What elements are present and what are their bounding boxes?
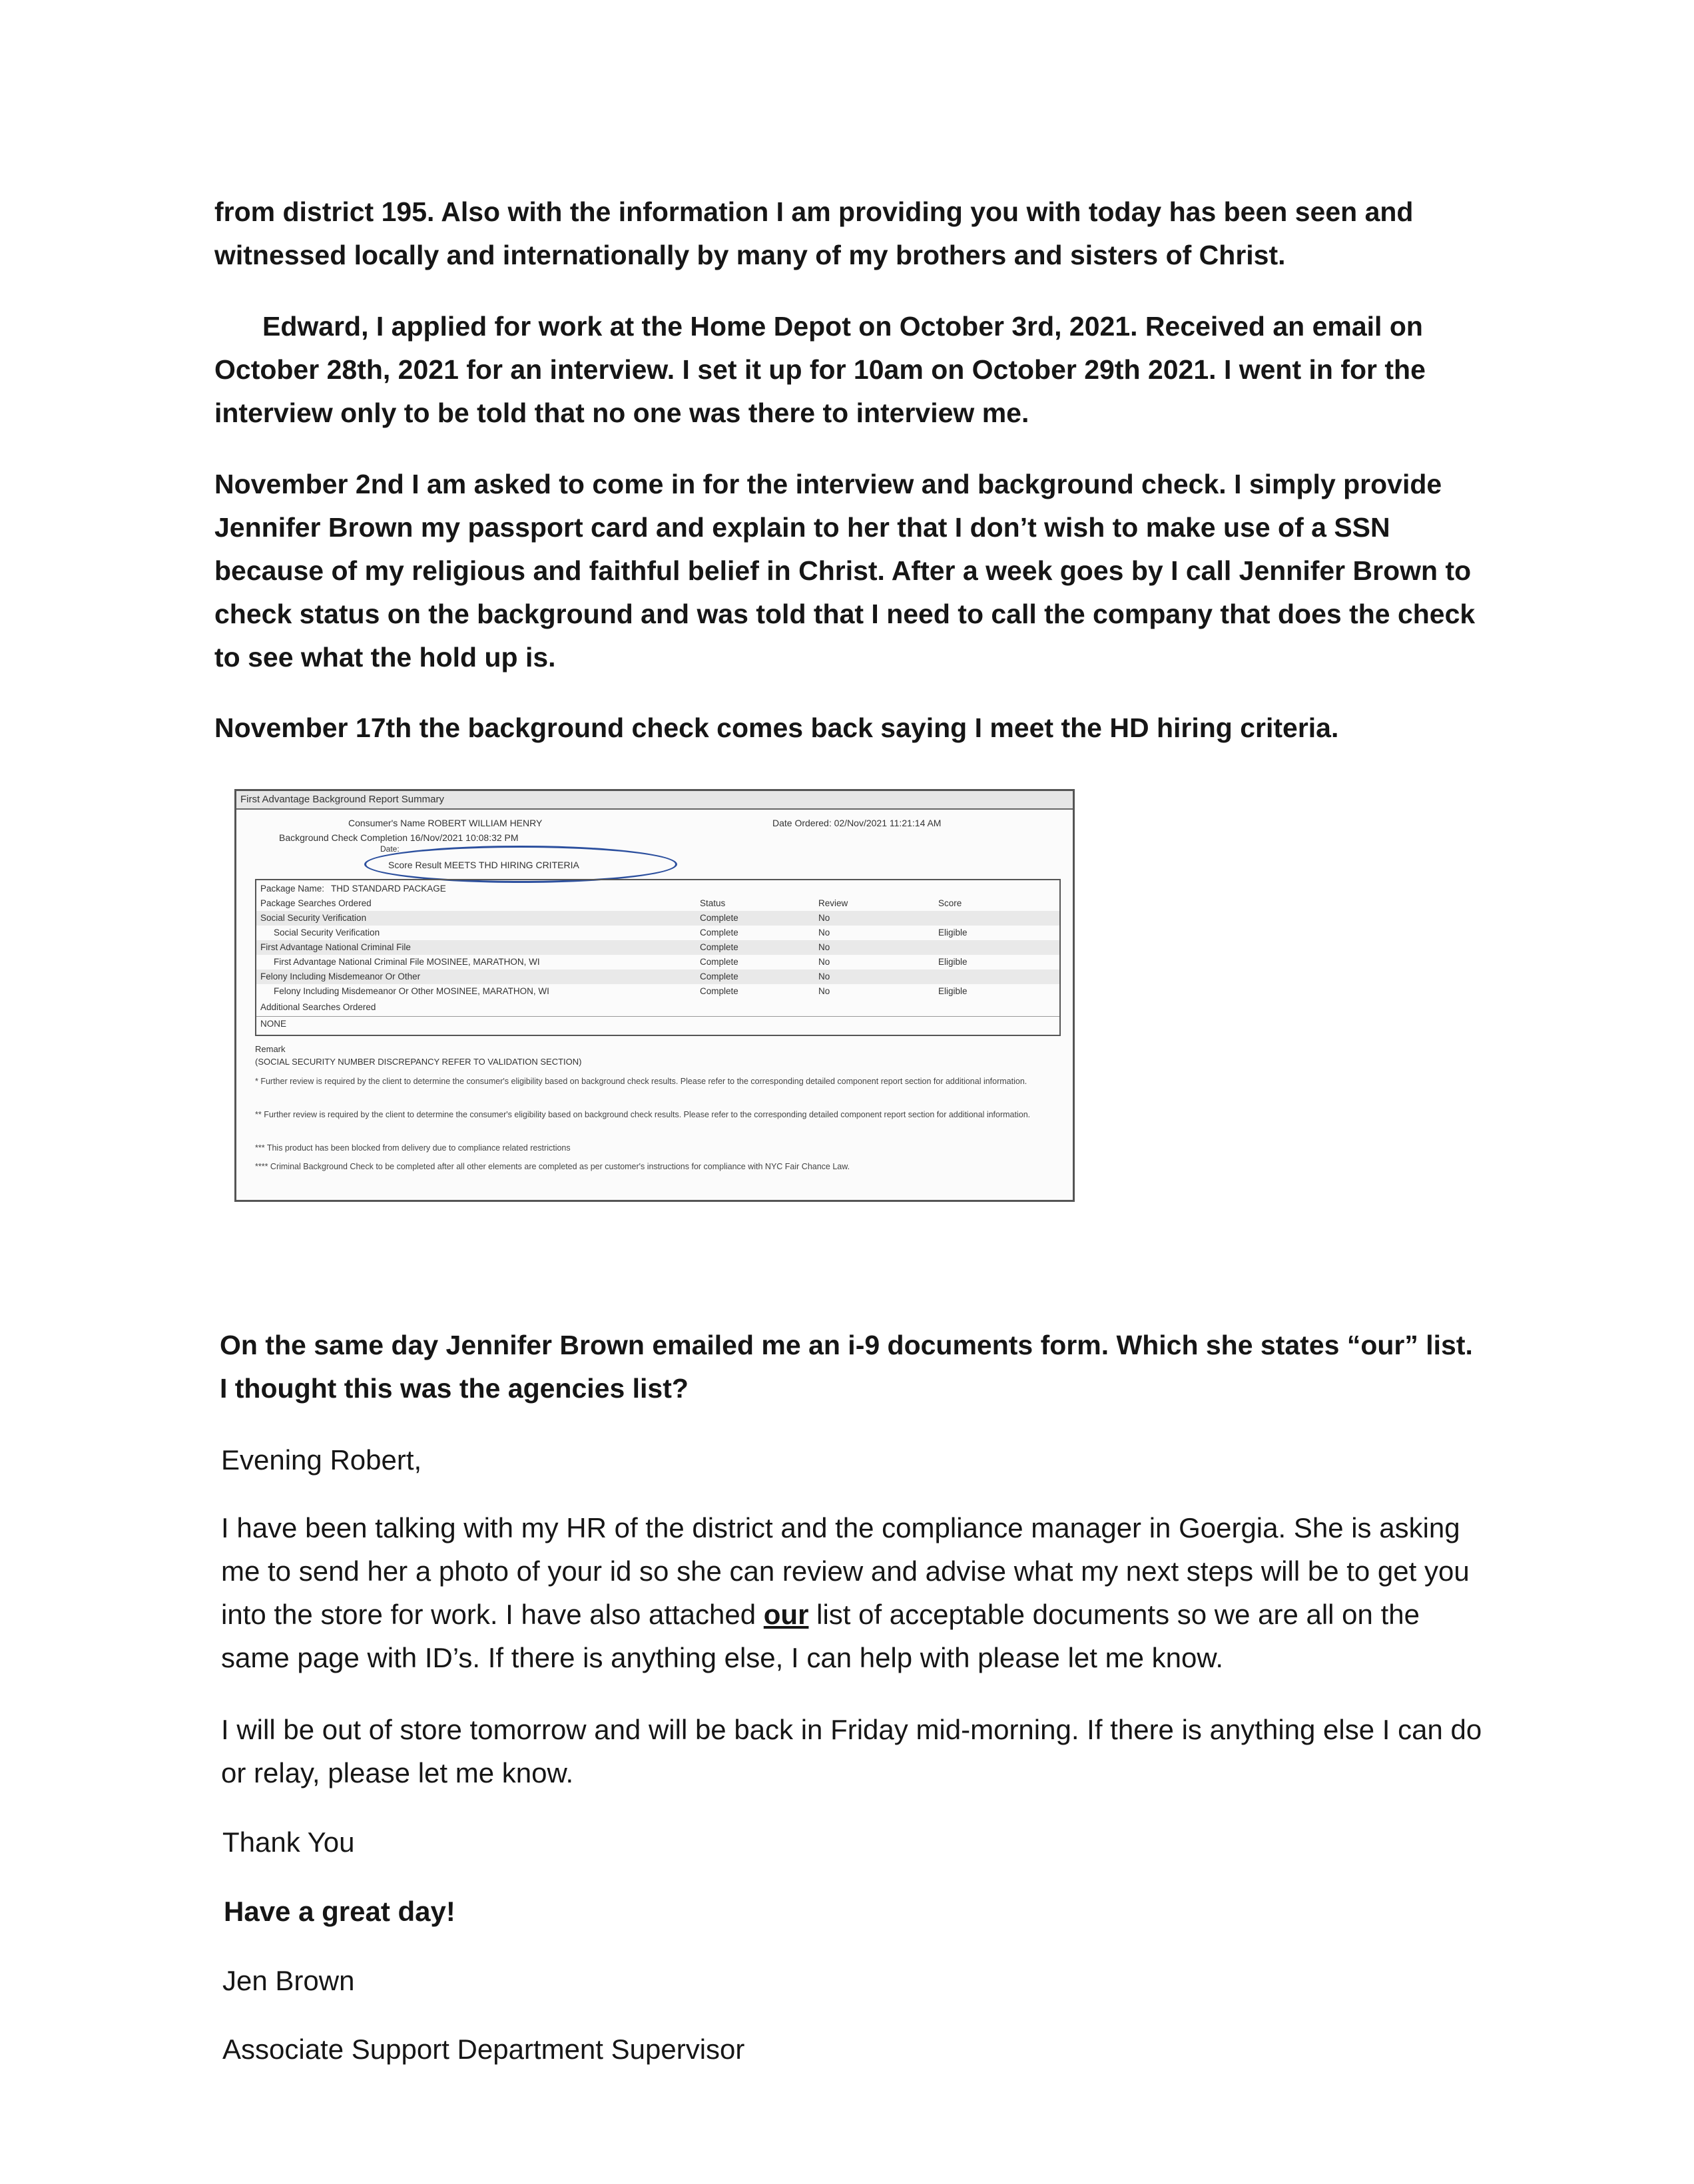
paragraph-background-check: November 2nd I am asked to come in for the interview and background check. I simply provide Jennifer Brown my passport card and explain to her that I don’t wish to make use of a SSN because of my religious and faithful belief in Christ. After a week goes by I call Jennifer Brown to check status on the background and was told that I need to call the company that does the check to see what the hold up is. — [214, 469, 1476, 673]
remark-label: Remark — [255, 1044, 286, 1054]
completion-label: Background Check Completion — [279, 832, 408, 843]
row-status: Complete — [700, 986, 738, 996]
footnote-1: * Further review is required by the client to determine the consumer's eligibility based on background check results. Please refer to the corresponding detailed component report section for additional information. — [255, 1077, 1027, 1086]
package-name-row — [256, 882, 1059, 896]
email-body-1-a: I have been talking with my HR of the district and the compliance manager in Goergia. She is asking me to send her a photo of your id so she can review and advise what my next steps will be to get you into the store for work. I have also attached — [221, 1512, 1470, 1630]
date-word: Date: — [380, 844, 400, 854]
row-search-name: First Advantage National Criminal File — [260, 942, 411, 952]
footnote-2: ** Further review is required by the client to determine the consumer's eligibility based on background check results. Please refer to the corresponding detailed component report section for additional information. — [255, 1110, 1031, 1119]
row-status: Complete — [700, 957, 738, 967]
footnote-4: **** Criminal Background Check to be completed after all other elements are completed as per customer's instructions for compliance with NYC Fair Chance Law. — [255, 1162, 850, 1171]
signature-title: Associate Support Department Supervisor — [222, 2034, 745, 2065]
hand-drawn-circle — [364, 846, 677, 883]
row-review: No — [818, 928, 830, 938]
email-body-2: I will be out of store tomorrow and will be back in Friday mid-morning. If there is anything else I can do or relay, please let me know. — [221, 1714, 1482, 1788]
col-status: Status — [700, 898, 726, 908]
score-result-label: Score Result — [388, 860, 442, 870]
additional-searches-row — [256, 1000, 1059, 1015]
background-report-image — [234, 789, 1075, 1202]
paragraph-i9-form: On the same day Jennifer Brown emailed me an i-9 documents form. Which she states “our” list. I thought this was the agencies list? — [220, 1330, 1473, 1404]
row-review: No — [818, 971, 830, 981]
row-search-name: Felony Including Misdemeanor Or Other — [260, 971, 421, 981]
completion-date: 16/Nov/2021 10:08:32 PM — [410, 832, 519, 843]
package-summary-table — [255, 879, 1061, 1036]
date-ordered-value: 02/Nov/2021 11:21:14 AM — [834, 818, 942, 828]
paragraph-application: Edward, I applied for work at the Home Depot on October 3rd, 2021. Received an email on October 28th, 2021 for an interview. I set it up for 10am on October 29th 2021. I went in for the interview only to be told that no one was there to interview me. — [214, 311, 1426, 428]
email-greeting: Evening Robert, — [221, 1444, 422, 1476]
completion-row — [279, 832, 519, 843]
col-score: Score — [938, 898, 962, 908]
row-search-name: Felony Including Misdemeanor Or Other MOSINEE, MARATHON, WI — [274, 986, 549, 996]
row-search-name: Social Security Verification — [274, 928, 380, 938]
row-review: No — [818, 913, 830, 923]
table-header-row — [256, 896, 1059, 911]
row-score: Eligible — [938, 928, 968, 938]
additional-label: Additional Searches Ordered — [260, 1002, 376, 1012]
row-score: Eligible — [938, 986, 968, 996]
date-ordered-row — [772, 818, 941, 828]
row-score: Eligible — [938, 957, 968, 967]
emphasized-our: our — [763, 1599, 809, 1630]
table-row — [256, 955, 1059, 969]
email-closing: Have a great day! — [224, 1896, 455, 1927]
row-review: No — [818, 942, 830, 952]
row-search-name: Social Security Verification — [260, 913, 367, 923]
row-review: No — [818, 986, 830, 996]
report-header: First Advantage Background Report Summary — [236, 791, 1073, 810]
email-thanks: Thank You — [222, 1826, 355, 1858]
date-ordered-label: Date Ordered: — [772, 818, 832, 828]
table-row — [256, 940, 1059, 955]
consumer-name: ROBERT WILLIAM HENRY — [427, 818, 543, 828]
col-searches: Package Searches Ordered — [260, 898, 372, 908]
package-name-value: THD STANDARD PACKAGE — [331, 884, 446, 894]
additional-value: NONE — [260, 1019, 287, 1029]
table-row — [256, 969, 1059, 984]
consumer-name-row — [348, 818, 542, 828]
package-name-label: Package Name: — [260, 884, 325, 894]
row-review: No — [818, 957, 830, 967]
signature-name: Jen Brown — [222, 1965, 355, 1996]
email-body-1-b: list of acceptable documents so we are all on the same page with ID’s. If there is anything else, I can help with please let me know. — [221, 1599, 1420, 1673]
row-status: Complete — [700, 942, 738, 952]
consumer-label: Consumer's Name — [348, 818, 425, 828]
table-row — [256, 926, 1059, 940]
col-review: Review — [818, 898, 848, 908]
email-body-1 — [221, 1506, 1486, 1679]
paragraph-criteria: November 17th the background check comes back saying I meet the HD hiring criteria. — [214, 712, 1339, 743]
table-row — [256, 911, 1059, 926]
row-search-name: First Advantage National Criminal File MOSINEE, MARATHON, WI — [274, 957, 540, 967]
score-result-value: MEETS THD HIRING CRITERIA — [444, 860, 579, 870]
paragraph-district: from district 195. Also with the information I am providing you with today has been seen and witnessed locally and internationally by many of my brothers and sisters of Christ. — [214, 196, 1414, 270]
footnote-3: *** This product has been blocked from delivery due to compliance related restrictions — [255, 1143, 571, 1153]
remark-value: (SOCIAL SECURITY NUMBER DISCREPANCY REFER TO VALIDATION SECTION) — [255, 1057, 582, 1067]
row-status: Complete — [700, 913, 738, 923]
row-status: Complete — [700, 928, 738, 938]
table-row — [256, 984, 1059, 999]
row-status: Complete — [700, 971, 738, 981]
additional-value-row — [256, 1016, 1059, 1031]
